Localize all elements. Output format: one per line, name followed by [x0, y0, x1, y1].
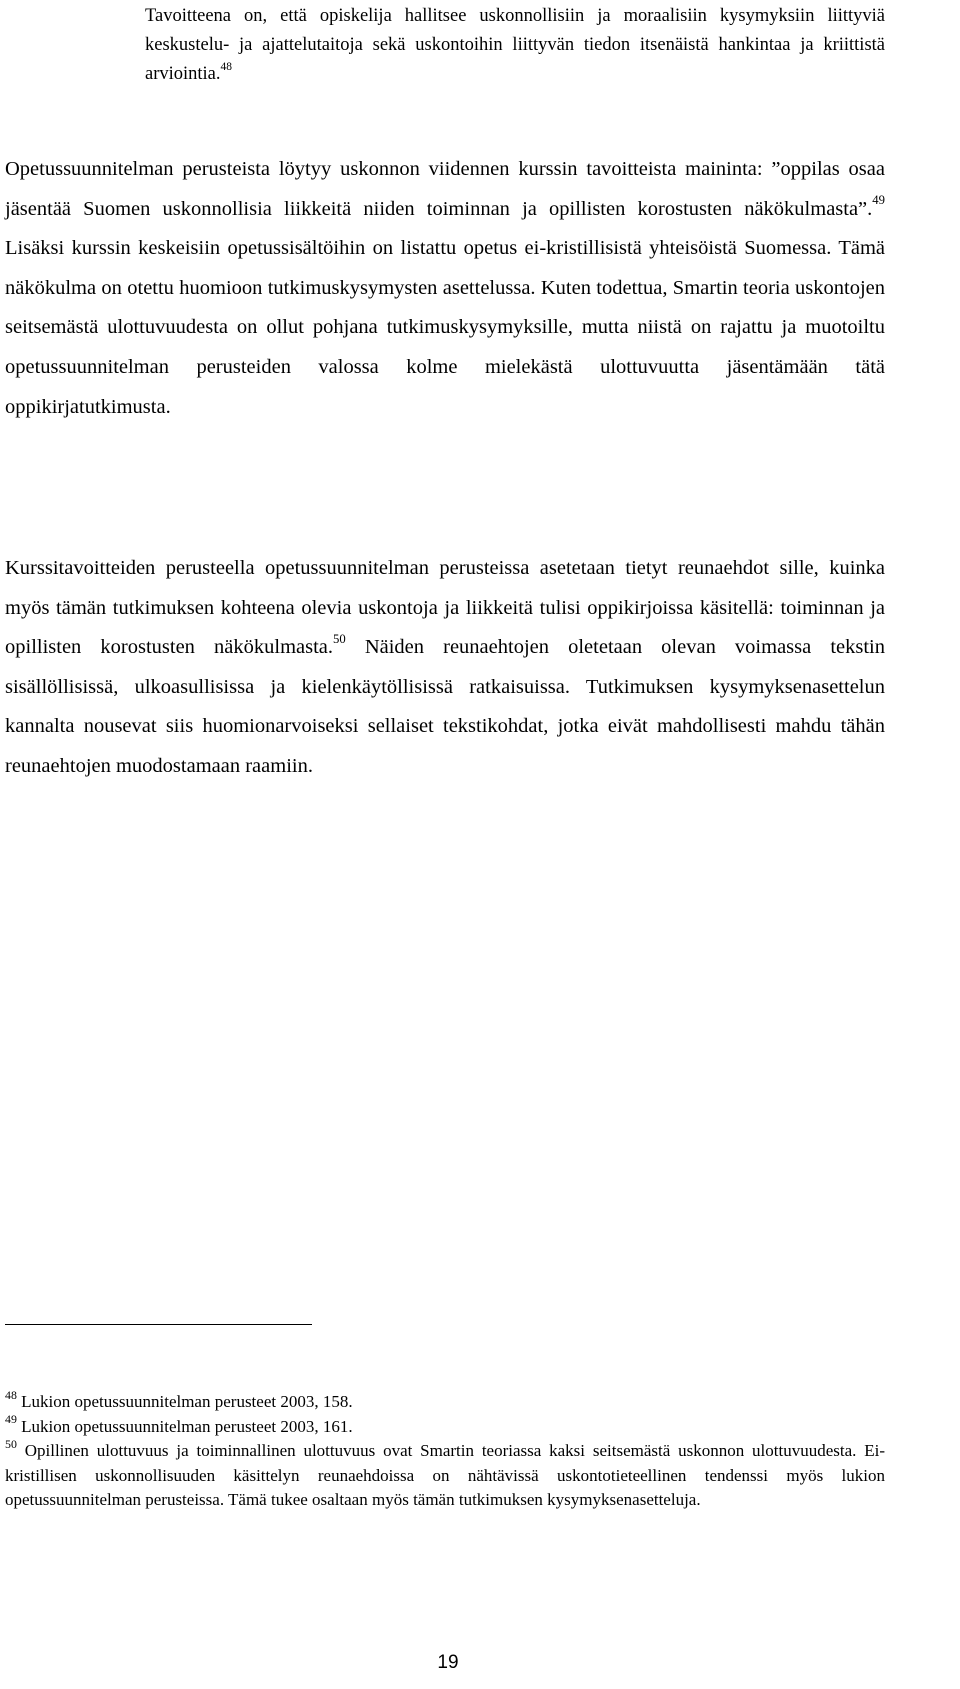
footnote-ref-48: 48: [220, 60, 232, 73]
block-quote-text: Tavoitteena on, että opiskelija hallitsee uskonnollisiin ja moraalisiin kysymyksiin liittyviä keskustelu- ja ajattelutaitoja sekä uskontoihin liittyvän tiedon itsenäistä hankintaa ja kriittistä arviointia.: [145, 6, 885, 84]
footnote-text: Lukion opetussuunnitelman perusteet 2003, 158.: [16, 1392, 353, 1411]
footnote-text: Opillinen ulottuvuus ja toiminnallinen ulottuvuus ovat Smartin teoriassa kaksi seitsemästä uskonnon ulottuvuudesta. Ei-kristillisen uskonnollisuuden käsittelyn reunaehdoissa on nähtävissä uskontotieteellinen tendenssi myös lukion opetussuunnitelman perusteissa. Tämä tukee osaltaan myös tämän tutkimuksen kysymyksenasetteluja.: [5, 1441, 885, 1509]
footnotes: [5, 1387, 885, 1513]
paragraph-2: [5, 549, 885, 787]
paragraph-2-text-b: Näiden reunaehtojen oletetaan olevan voimassa tekstin sisällöllisissä, ulkoasullisissa ja kielenkäytöllisissä ratkaisuissa. Tutkimuksen kysymyksenasettelun kannalta nousevat siis huomionarvoiseksi sellaiset tekstikohdat, jotka eivät mahdollisesti mahdu tähän reunaehtojen muodostamaan raamiin.: [5, 636, 885, 777]
block-quote: [145, 2, 885, 89]
footnote-number: 49: [5, 1412, 17, 1427]
footnote-text: Lukion opetussuunnitelman perusteet 2003, 161.: [16, 1416, 353, 1436]
footnote-49: [5, 1412, 885, 1440]
footnote-number: 50: [5, 1436, 17, 1451]
footnote-48: [5, 1387, 885, 1415]
footnote-50: [5, 1436, 885, 1513]
page-number: 19: [437, 1652, 459, 1673]
paragraph-1-text-a: Opetussuunnitelman perusteista löytyy uskonnon viidennen kurssin tavoitteista maininta: ”oppilas osaa jäsentää Suomen uskonnollisia liikkeitä niiden toiminnan ja opillisten korostusten näkökulmasta”.: [5, 158, 885, 220]
paragraph-2-text-a: Kurssitavoitteiden perusteella opetussuunnitelman perusteissa asetetaan tietyt reunaehdot sille, kuinka myös tämän tutkimuksen kohteena olevia uskontoja ja liikkeitä tulisi oppikirjoissa käsitellä: toiminnan ja opillisten korostusten näkökulmasta.: [5, 557, 885, 659]
footnote-number: 48: [5, 1387, 17, 1402]
footnote-separator: [5, 1324, 312, 1325]
footnote-ref-50: 50: [333, 631, 346, 646]
paragraph-1: [5, 150, 885, 427]
paragraph-1-text-b: Lisäksi kurssin keskeisiin opetussisältöihin on listattu opetus ei-kristillisistä yhteisöistä Suomessa. Tämä näkökulma on otettu huomioon tutkimuskysymysten asettelussa. Kuten todettua, Smartin teoria uskontojen seitsemästä ulottuvuudesta on ollut pohjana tutkimuskysymyksille, mutta niistä on rajattu ja muotoiltu opetussuunnitelman perusteiden valossa kolme mielekästä ulottuvuutta jäsentämään tätä oppikirjatutkimusta.: [5, 237, 885, 418]
footnote-ref-49: 49: [872, 193, 885, 208]
